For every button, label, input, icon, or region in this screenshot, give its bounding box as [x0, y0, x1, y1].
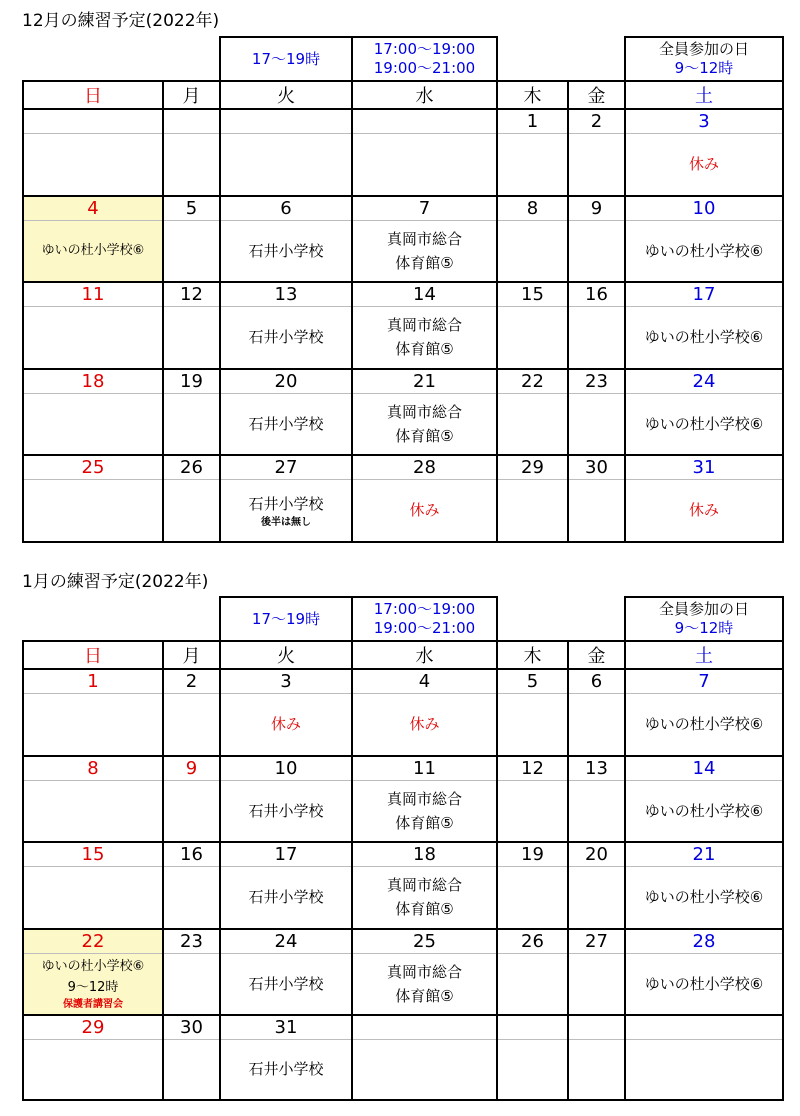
schedule-cell [23, 780, 163, 842]
day-number: 8 [23, 756, 163, 781]
day-number: 27 [220, 455, 352, 480]
january-calendar [22, 596, 784, 1101]
day-number: 31 [625, 455, 783, 480]
header-mon: 月 [163, 641, 220, 669]
schedule-cell [568, 780, 625, 842]
day-number: 30 [163, 1015, 220, 1040]
schedule-cell [497, 694, 568, 756]
header-sat: 土 [625, 81, 783, 109]
schedule-cell [568, 307, 625, 369]
day-number: 21 [625, 842, 783, 867]
blank-cell [23, 37, 220, 81]
day-number [163, 109, 220, 134]
day-number: 22 [497, 369, 568, 394]
day-number: 26 [497, 929, 568, 954]
day-number: 24 [220, 929, 352, 954]
schedule-cell-off: 休み [625, 480, 783, 542]
day-number: 28 [352, 455, 497, 480]
day-number: 15 [497, 282, 568, 307]
day-number: 30 [568, 455, 625, 480]
day-number [220, 109, 352, 134]
schedule-cell: ゆいの杜小学校⑥ [625, 953, 783, 1015]
schedule-cell [352, 134, 497, 196]
day-number: 26 [163, 455, 220, 480]
schedule-cell [568, 134, 625, 196]
schedule-cell [23, 307, 163, 369]
day-number: 19 [163, 369, 220, 394]
schedule-cell [163, 134, 220, 196]
day-number: 3 [220, 669, 352, 694]
day-number: 8 [497, 196, 568, 221]
header-wed: 水 [352, 81, 497, 109]
saturday-note: 全員参加の日 9〜12時 [625, 597, 783, 641]
schedule-cell [163, 867, 220, 929]
schedule-cell-off: 休み [352, 480, 497, 542]
day-number: 20 [220, 369, 352, 394]
saturday-note: 全員参加の日 9〜12時 [625, 37, 783, 81]
schedule-cell [23, 694, 163, 756]
header-thu: 木 [497, 81, 568, 109]
schedule-cell [568, 220, 625, 282]
schedule-cell [497, 220, 568, 282]
day-number: 7 [352, 196, 497, 221]
schedule-cell [497, 393, 568, 455]
header-sun: 日 [23, 641, 163, 669]
header-fri: 金 [568, 81, 625, 109]
schedule-cell: 真岡市総合 体育館⑤ [352, 307, 497, 369]
schedule-cell [568, 694, 625, 756]
day-number: 11 [23, 282, 163, 307]
schedule-cell: ゆいの杜小学校⑥ [625, 393, 783, 455]
schedule-cell [220, 134, 352, 196]
schedule-cell-off: 休み [625, 134, 783, 196]
schedule-cell [568, 867, 625, 929]
day-number: 21 [352, 369, 497, 394]
day-number: 10 [220, 756, 352, 781]
schedule-cell [163, 1040, 220, 1100]
schedule-cell [163, 220, 220, 282]
day-number: 23 [163, 929, 220, 954]
january-title: 1月の練習予定(2022年) [22, 572, 209, 592]
day-number: 13 [220, 282, 352, 307]
header-mon: 月 [163, 81, 220, 109]
schedule-cell [625, 1040, 783, 1100]
header-thu: 木 [497, 641, 568, 669]
schedule-cell-off: 休み [352, 694, 497, 756]
day-number: 14 [625, 756, 783, 781]
day-number: 27 [568, 929, 625, 954]
day-number: 17 [625, 282, 783, 307]
day-number: 9 [163, 756, 220, 781]
blank-cell [497, 597, 625, 641]
day-number: 18 [352, 842, 497, 867]
day-number: 11 [352, 756, 497, 781]
schedule-cell [23, 867, 163, 929]
day-number: 16 [568, 282, 625, 307]
day-number [625, 1015, 783, 1040]
schedule-cell-off: 休み [220, 694, 352, 756]
header-fri: 金 [568, 641, 625, 669]
schedule-cell: 石井小学校 [220, 953, 352, 1015]
wednesday-time-note: 17:00〜19:00 19:00〜21:00 [352, 37, 497, 81]
day-number: 22 [23, 929, 163, 954]
schedule-cell: ゆいの杜小学校⑥ [625, 307, 783, 369]
day-number [23, 109, 163, 134]
december-calendar [22, 36, 784, 543]
schedule-cell: ゆいの杜小学校⑥ [625, 220, 783, 282]
schedule-cell: 石井小学校 [220, 393, 352, 455]
day-number: 31 [220, 1015, 352, 1040]
day-number: 3 [625, 109, 783, 134]
schedule-cell: ゆいの杜小学校⑥ [23, 220, 163, 282]
schedule-cell [568, 393, 625, 455]
day-number: 4 [352, 669, 497, 694]
schedule-cell [23, 134, 163, 196]
schedule-cell [568, 1040, 625, 1100]
day-number: 14 [352, 282, 497, 307]
day-number: 10 [625, 196, 783, 221]
day-number: 13 [568, 756, 625, 781]
schedule-cell: 真岡市総合 体育館⑤ [352, 953, 497, 1015]
schedule-cell: ゆいの杜小学校⑥ [625, 694, 783, 756]
schedule-cell [568, 953, 625, 1015]
day-number: 1 [23, 669, 163, 694]
day-number: 5 [163, 196, 220, 221]
schedule-cell: ゆいの杜小学校⑥ [625, 867, 783, 929]
schedule-cell [497, 780, 568, 842]
day-number: 6 [220, 196, 352, 221]
day-number: 4 [23, 196, 163, 221]
day-number: 24 [625, 369, 783, 394]
schedule-cell: 真岡市総合 体育館⑤ [352, 867, 497, 929]
second-half-cancelled-note: 後半は無し [261, 516, 311, 528]
schedule-cell: 石井小学校 [220, 780, 352, 842]
day-number: 17 [220, 842, 352, 867]
wednesday-time-note: 17:00〜19:00 19:00〜21:00 [352, 597, 497, 641]
schedule-cell: ゆいの杜小学校⑥ [625, 780, 783, 842]
schedule-cell [23, 393, 163, 455]
day-number: 25 [352, 929, 497, 954]
day-number: 5 [497, 669, 568, 694]
day-number: 20 [568, 842, 625, 867]
schedule-cell [163, 953, 220, 1015]
schedule-cell [497, 953, 568, 1015]
schedule-cell [163, 694, 220, 756]
blank-cell [497, 37, 625, 81]
day-number: 15 [23, 842, 163, 867]
header-tue: 火 [220, 641, 352, 669]
schedule-cell: 真岡市総合 体育館⑤ [352, 780, 497, 842]
day-number: 19 [497, 842, 568, 867]
december-title: 12月の練習予定(2022年) [22, 11, 220, 31]
day-number: 18 [23, 369, 163, 394]
schedule-cell [497, 1040, 568, 1100]
schedule-cell [23, 1040, 163, 1100]
schedule-cell [497, 867, 568, 929]
header-sun: 日 [23, 81, 163, 109]
schedule-cell: 真岡市総合 体育館⑤ [352, 393, 497, 455]
header-sat: 土 [625, 641, 783, 669]
day-number: 6 [568, 669, 625, 694]
parent-workshop-note: 保護者講習会 [63, 999, 123, 1011]
schedule-cell: 石井小学校 後半は無し [220, 480, 352, 542]
schedule-cell [163, 393, 220, 455]
day-number: 2 [163, 669, 220, 694]
tuesday-time-note: 17〜19時 [220, 597, 352, 641]
schedule-cell [497, 480, 568, 542]
schedule-cell [163, 480, 220, 542]
schedule-cell: 石井小学校 [220, 307, 352, 369]
day-number: 16 [163, 842, 220, 867]
schedule-cell [352, 1040, 497, 1100]
schedule-cell [163, 780, 220, 842]
schedule-cell [497, 134, 568, 196]
schedule-cell: 真岡市総合 体育館⑤ [352, 220, 497, 282]
day-number [568, 1015, 625, 1040]
day-number: 29 [497, 455, 568, 480]
schedule-cell [497, 307, 568, 369]
schedule-cell [568, 480, 625, 542]
tuesday-time-note: 17〜19時 [220, 37, 352, 81]
day-number: 1 [497, 109, 568, 134]
schedule-cell [23, 480, 163, 542]
day-number: 25 [23, 455, 163, 480]
day-number [352, 109, 497, 134]
header-tue: 火 [220, 81, 352, 109]
day-number: 7 [625, 669, 783, 694]
blank-cell [23, 597, 220, 641]
header-wed: 水 [352, 641, 497, 669]
schedule-cell: 石井小学校 [220, 1040, 352, 1100]
schedule-cell: 石井小学校 [220, 220, 352, 282]
day-number [497, 1015, 568, 1040]
day-number: 23 [568, 369, 625, 394]
schedule-cell [163, 307, 220, 369]
day-number: 28 [625, 929, 783, 954]
schedule-cell: ゆいの杜小学校⑥ 9〜12時 保護者講習会 [23, 953, 163, 1015]
day-number: 9 [568, 196, 625, 221]
schedule-cell: 石井小学校 [220, 867, 352, 929]
day-number: 2 [568, 109, 625, 134]
day-number: 12 [163, 282, 220, 307]
day-number [352, 1015, 497, 1040]
day-number: 12 [497, 756, 568, 781]
day-number: 29 [23, 1015, 163, 1040]
